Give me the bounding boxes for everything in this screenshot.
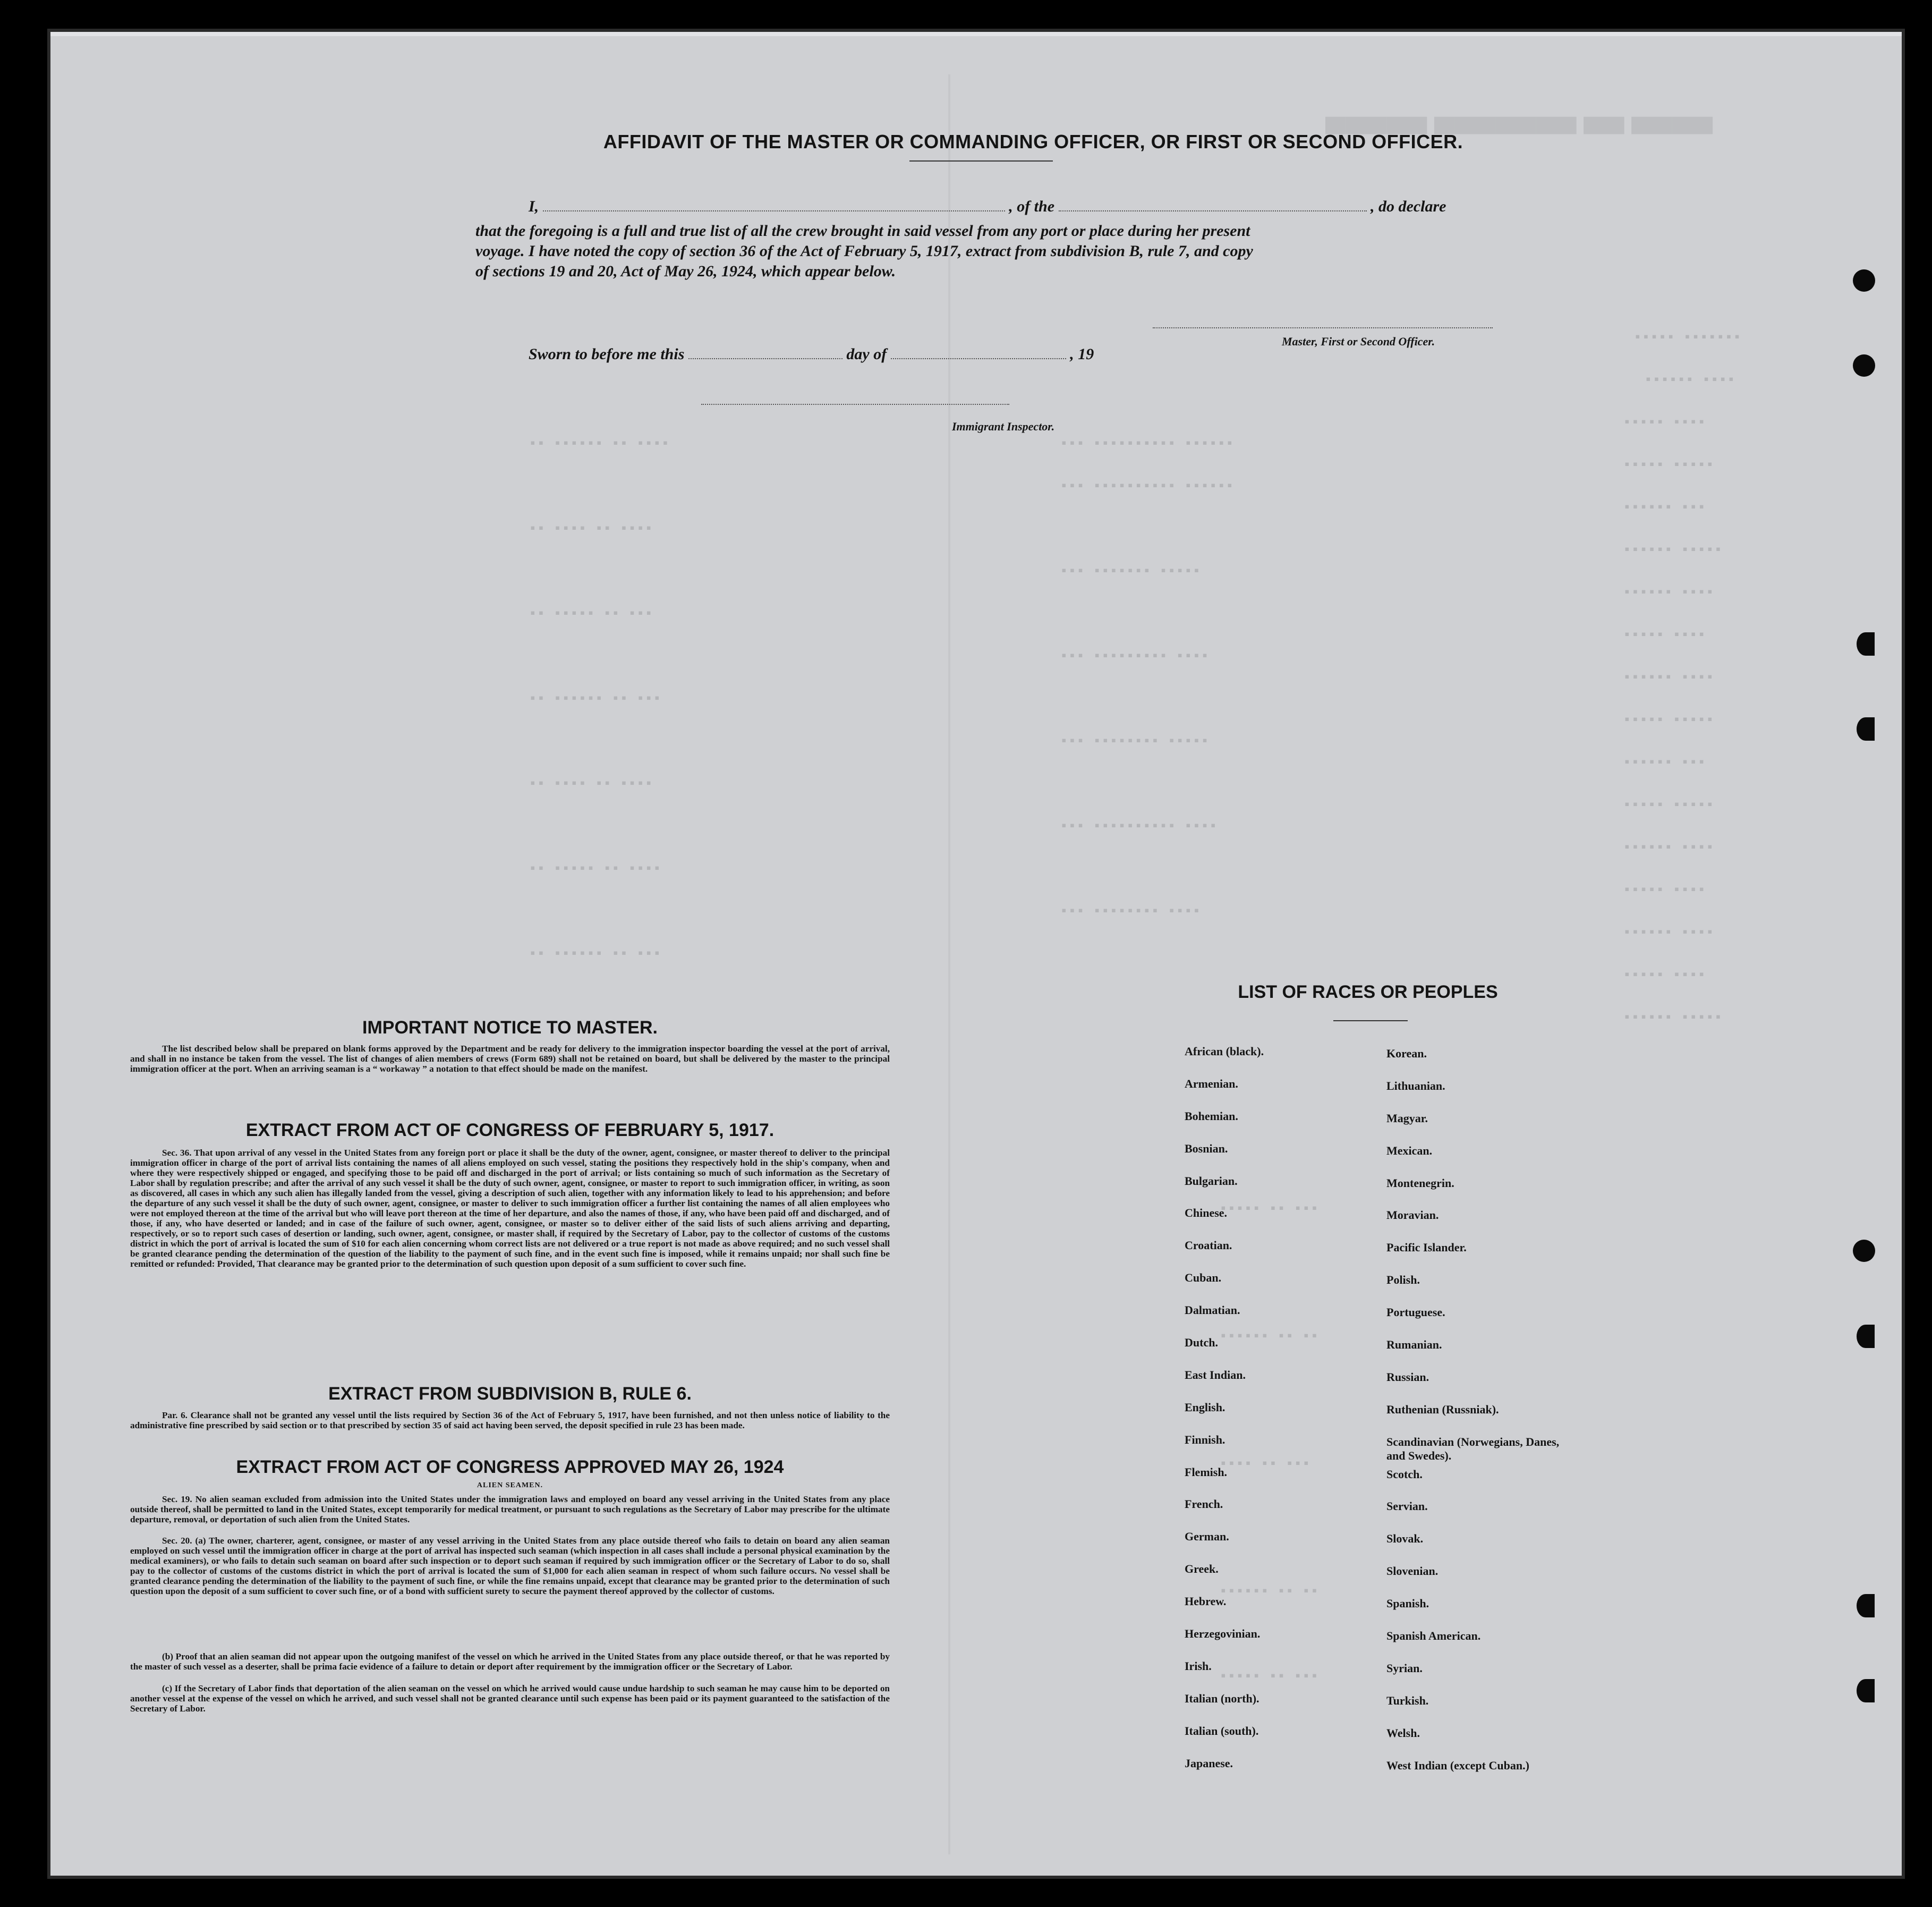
extract-1917-text: Sec. 36. That upon arrival of any vessel in the United States from any foreign port or place it shall be the duty of the owner, agent, consignee, or master thereof to deliver to the principal immigration officer in charge of the port of arrival lists containing the names of all aliens employed on such vessel, stating the positions they respectively hold in the ship's company, when and where they were respectively shipped or engaged, and specifying those to be paid off and discharged in the port of arrival; or lists containing so much of such information as the Secretary of Labor shall by regulation prescribe; and after the arrival of any such vessel it shall be the duty of such owner, agent, consignee, or master to report to such immigration officer, in writing, as soon as discovered, all cases in which any such alien has illegally landed from the vessel, giving a description of such alien, together with any information likely to lead to his apprehension; and before the departure of any such vessel it shall be the duty of such owner, agent, consignee, or master to deliver to such immigration officer a further list containing the names of all alien employees who were not employed thereon at the time of the arrival but who will leave port thereon at the time of her departure, and also the names of those, if any, who have been paid off and discharged, and of those, if any, who have deserted or landed; and in case of the failure of such owner, agent, consignee, or master so to deliver either of the said lists of such aliens arriving and departing, respectively, or so to report such cases of desertion or landing, such owner, agent, consignee, or master shall, if required by the Secretary of Labor, pay to the collector of customs of the customs district in which the port of arrival is located the sum of $10 for each alien concerning whom correct lists are not delivered or a true report is not made as above required; and no such vessel shall be granted clearance pending the determination of the question of the liability to the payment of such fine, and in the event such fine is imposed, while it remains unpaid; nor shall such fine be remitted or refunded: Provided, That clearance may be granted prior to the determination of such question upon deposit of a sum sufficient to cover such fine. [130,1148,890,1269]
race-item: West Indian (except Cuban.) [1386,1758,1529,1772]
page-fold [948,74,950,1854]
affidavit-title: AFFIDAVIT OF THE MASTER OR COMMANDING OFFICER, OR FIRST OR SECOND OFFICER. [603,131,1463,152]
race-item: Finnish. [1185,1433,1225,1446]
race-item: Turkish. [1386,1693,1429,1707]
race-item: African (black). [1185,1045,1264,1058]
binder-hole [1853,354,1875,377]
race-item: Italian (south). [1185,1724,1259,1738]
extract-1917-title: EXTRACT FROM ACT OF CONGRESS OF FEBRUARY 5, 1917. [245,1120,774,1140]
affidavit-line1 [529,198,1586,216]
sworn-day-field[interactable] [688,358,842,359]
binder-hole [1857,717,1875,741]
rule6-text: Par. 6. Clearance shall not be granted any vessel until the lists required by Section 36 of the Act of February 5, 1917, have been furnished, and not then unless notice of liability to the administrative fine prescribed by said section or to that prescribed by section 35 of said act having been served, the deposit specified in rule 23 has been made. [130,1410,890,1430]
binder-hole [1857,1594,1875,1617]
race-item: Flemish. [1185,1465,1228,1479]
race-item: Dutch. [1185,1336,1218,1350]
race-item: Korean. [1386,1047,1427,1060]
inspector-signature-line[interactable] [701,404,1009,405]
race-item: Pacific Islander. [1386,1241,1467,1255]
extract-1924-sec20b: (b) Proof that an alien seaman did not appear upon the outgoing manifest of the vessel on which he arrived in the United States from any place outside thereof, or that he was reported by the master of such vessel as a deserter, shall be prima facie evidence of a failure to detain or deport after requirement by the immigration officer or the Secretary of Labor. [130,1651,890,1672]
race-item: Irish. [1185,1659,1212,1673]
race-item: Scotch. [1386,1467,1423,1481]
binder-hole [1857,1325,1875,1348]
document-page: ▀▀▀▀ ▀▀ ▀▀▀▀▀▀▀ ▀▀▀▀▀ ▪▪▪▪▪ ▪▪▪▪▪▪▪ ▪▪▪▪▪▪ ▪▪▪▪ ▪▪▪▪▪ ▪▪▪▪ ▪▪▪▪▪ ▪▪▪▪▪ ▪▪▪▪▪▪ ▪▪▪ ▪▪▪▪▪▪ ▪▪▪▪▪ ▪▪▪▪▪▪ ▪▪▪▪ ▪▪▪▪▪ ▪▪▪▪ ▪▪▪▪▪▪ ▪▪▪▪ ▪▪▪▪▪ ▪▪▪▪▪ ▪▪▪▪▪▪ ▪▪▪ ▪▪▪▪▪ ▪▪▪▪▪ ▪▪▪▪▪▪ ▪▪▪▪ ▪▪▪▪▪ ▪▪▪▪ ▪▪▪▪▪▪ ▪▪▪▪ ▪▪▪▪▪ ▪▪▪▪ ▪▪▪▪▪▪ ▪▪▪▪▪ ▪▪▪ ▪▪▪▪▪▪▪▪▪▪ ▪▪▪▪▪▪ ▪▪▪ ▪▪▪▪▪▪▪▪▪▪ ▪▪▪▪▪▪ ▪▪▪ ▪▪▪▪▪▪▪ ▪▪▪▪▪ ▪▪▪ ▪▪▪▪▪▪▪▪▪ ▪▪▪▪ ▪▪▪ ▪▪▪▪▪▪▪▪ ▪▪▪▪▪ ▪▪▪ ▪▪▪▪▪▪▪▪▪▪ ▪▪▪▪ ▪▪▪ ▪▪▪▪▪▪▪▪ ▪▪▪▪ ▪▪ ▪▪▪▪▪▪ ▪▪ ▪▪▪▪ ▪▪ ▪▪▪▪ ▪▪ ▪▪▪▪ ▪▪ ▪▪▪▪▪ ▪▪ ▪▪▪ ▪▪ ▪▪▪▪▪▪ ▪▪ ▪▪▪ ▪▪ ▪▪▪▪ ▪▪ ▪▪▪▪ ▪▪ ▪▪▪▪▪ ▪▪ ▪▪▪▪ ▪▪ ▪▪▪▪▪▪ ▪▪ ▪▪▪ ▪▪▪▪▪ ▪▪ ▪▪▪ ▪▪▪▪▪▪ ▪▪ ▪▪ ▪▪▪▪ ▪▪ ▪▪▪ ▪▪▪▪▪▪ ▪▪ ▪▪ ▪▪▪▪▪ ▪▪ ▪▪▪ AFFIDAVIT OF THE MASTER OR COMMANDING OFFICER, OR FIRST OR SECOND OFFICER. I, , of the , do declare that the foregoing is a full and true list of all the crew brought in said vessel from any port or place during her present voyage. I have noted the copy of section 36 of the Act of February 5, 1917, extract from subdivision B, rule 7, and copy of sections 19 and 20, Act of May 26, 1924, which appear below. Master, First or Second Officer. Sworn to before me this day of , 19 Immigrant Inspector. IMPORTANT NOTICE TO MASTER. The list described below shall be prepared on blank forms approved by the Department and be ready for delivery to the immigration inspector boarding the vessel at the port of arrival, and shall in no instance be taken from the vessel. The list of changes of alien members of crews (Form 689) shall not be retained on board, but shall be delivered by the master to the principal immigration officer at the port. When an arriving seaman is a “ workaway ” a notation to that effect should be made on the manifest. EXTRACT FROM ACT OF CONGRESS OF FEBRUARY 5, 1917. Sec. 36. That upon arrival of any vessel in the United States from any foreign port or place it shall be the duty of the owner, agent, consignee, or master thereof to deliver to the principal immigration officer in charge of the port of arrival lists containing the names of all aliens employed on such vessel, stating the positions they respectively hold in the ship's company, when and where they were respectively shipped or engaged, and specifying those to be paid off and discharged in the port of arrival; or lists containing so much of such information as the Secretary of Labor shall by regulation prescribe; and after the arrival of any such vessel it shall be the duty of such owner, agent, consignee, or master to report to such immigration officer, in writing, as soon as discovered, all cases in which any such alien has illegally landed from the vessel, giving a description of such alien, together with any information likely to lead to his apprehension; and before the departure of any such vessel it shall be the duty of such owner, agent, consignee, or master to deliver to such immigration officer a further list containing the names of all alien employees who were not employed thereon at the time of the arrival but who will leave port thereon at the time of her departure, and also the names of those, if any, who have been paid off and discharged, and of those, if any, who have deserted or landed; and in case of the failure of such owner, agent, consignee, or master so to deliver either of the said lists of such aliens arriving and departing, respectively, or so to report such cases of desertion or landing, such owner, agent, consignee, or master shall, if required by the Secretary of Labor, pay to the collector of customs of the customs district in which the port of arrival is located the sum of $10 for each alien concerning whom correct lists are not delivered or a true report is not made as above required; and no such vessel shall be granted clearance pending the determination of the question of the liability to the payment of such fine, and in the event such fine is imposed, while it remains unpaid; nor shall such fine be remitted or refunded: Provided, That clearance may be granted prior to the determination of such question upon deposit of a sum sufficient to cover such fine. EXTRACT FROM SUBDIVISION B, RULE 6. Par. 6. Clearance shall not be granted any vessel until the lists required by Section 36 of the Act of February 5, 1917, have been furnished, and not then unless notice of liability to the administrative fine prescribed by said section or to that prescribed by section 35 of said act having been served, the deposit specified in rule 23 has been made. EXTRACT FROM ACT OF CONGRESS APPROVED MAY 26, 1924 ALIEN SEAMEN. Sec. 19. No alien seaman excluded from admission into the United States under the immigration laws and employed on board any vessel arriving in the United States from any place outside thereof, shall be permitted to land in the United States, except temporarily for medical treatment, or pursuant to such regulations as the Secretary of Labor may prescribe for the ultimate departure, removal, or deportation of such alien from the United States. Sec. 20. (a) The owner, charterer, agent, consignee, or master of any vessel arriving in the United States from any place outside thereof who fails to detain on board any alien seaman employed on such vessel until the immigration officer in charge at the port of arrival has inspected such seaman (which inspection in all cases shall include a personal physical examination by the medical examiners), or who fails to detain such seaman on board after such inspection or to deport such seaman if required by such immigration officer or the Secretary of Labor to do so, shall pay to the collector of customs of the customs district in which the port of arrival is located the sum of $1,000 for each alien seaman in respect of whom such failure occurs. No vessel shall be granted clearance pending the determination of the liability to the payment of such fine, or while the fine remains unpaid, except that clearance may be granted prior to the determination of such question upon the deposit of a sum sufficient to cover such fine, or of a bond with sufficient surety to secure the payment thereof approved by the collector of customs. (b) Proof that an alien seaman did not appear upon the outgoing manifest of the vessel on which he arrived in the United States from any place outside thereof, or that he was reported by the master of such vessel as a deserter, shall be prima facie evidence of a failure to detain or deport after requirement by the immigration officer or the Secretary of Labor. (c) If the Secretary of Labor finds that deportation of the alien seaman on the vessel on which he arrived would cause undue hardship to such seaman he may cause him to be deported on another vessel at the expense of the vessel on which he arrived, and such vessel shall not be granted clearance until such expense has been paid or its payment guaranteed to the satisfaction of the Secretary of Labor. LIST OF RACES OR PEOPLES African (black). Armenian. Bohemian. Bosnian. Bulgarian. Chinese. Croatian. Cuban. Dalmatian. Dutch. East Indian. English. Finnish. Flemish. French. German. Greek. Hebrew. Herzegovinian. Irish. Italian (north). Italian (south). Japanese. Korean. Lithuanian. Magyar. Mexican. Montenegrin. Moravian. Pacific Islander. Polish. Portuguese. Rumanian. Russian. Ruthenian (Russniak). Scandinavian (Norwegians, Danes, and Swedes). Scotch. Servian. Slovak. Slovenian. Spanish. Spanish American. Syrian. Turkish. Welsh. West Indian (except Cuban.) [50,32,1902,1876]
race-item: Ruthenian (Russniak). [1386,1402,1499,1416]
extract-1924-sec20c: (c) If the Secretary of Labor finds that deportation of the alien seaman on the vessel on which he arrived would cause undue hardship to such seaman he may cause him to be deported on another vessel at the expense of the vessel on which he arrived, and such vessel shall not be granted clearance until such expense has been paid or its payment guaranteed to the satisfaction of the Secretary of Labor. [130,1683,890,1714]
master-signature-line[interactable] [1153,327,1493,328]
race-item: English. [1185,1400,1225,1414]
of-the-label: , of the [1009,198,1055,215]
race-item: Moravian. [1386,1208,1439,1222]
extract-1924-subtitle: ALIEN SEAMEN. [476,1481,543,1489]
race-item: Syrian. [1386,1661,1423,1675]
extract-1924-sec20a: Sec. 20. (a) The owner, charterer, agent, consignee, or master of any vessel arriving in the United States from any place outside thereof who fails to detain on board any alien seaman employed on such vessel until the immigration officer in charge at the port of arrival has inspected such seaman (which inspection in all cases shall include a personal physical examination by the medical examiners), or who fails to detain such seaman on board after such inspection or to deport such seaman if required by such immigration officer or the Secretary of Labor to do so, shall pay to the collector of customs of the customs district in which the port of arrival is located the sum of $1,000 for each alien seaman in respect of whom such failure occurs. No vessel shall be granted clearance pending the determination of the liability to the payment of such fine, or while the fine remains unpaid, except that clearance may be granted prior to the determination of such question upon the deposit of a sum sufficient to cover such fine, or of a bond with sufficient surety to secure the payment thereof approved by the collector of customs. [130,1536,890,1596]
race-item: Lithuanian. [1386,1079,1445,1092]
races-title: LIST OF RACES OR PEOPLES [1238,982,1498,1002]
race-item: Hebrew. [1185,1595,1227,1608]
race-item: Greek. [1185,1562,1219,1576]
rule6-title: EXTRACT FROM SUBDIVISION B, RULE 6. [328,1384,692,1404]
race-item: Russian. [1386,1370,1429,1384]
year-label: , 19 [1070,345,1094,363]
binder-hole [1853,1240,1875,1262]
sworn-line [529,345,1094,363]
extract-1924-title: EXTRACT FROM ACT OF CONGRESS APPROVED MAY 26, 1924 [236,1457,784,1477]
notice-text: The list described below shall be prepared on blank forms approved by the Department and be ready for delivery to the immigration inspector boarding the vessel at the port of arrival, and shall in no instance be taken from the vessel. The list of changes of alien members of crews (Form 689) shall not be retained on board, but shall be delivered by the master to the principal immigration officer at the port. When an arriving seaman is a “ workaway ” a notation to that effect should be made on the manifest. [130,1044,890,1074]
race-item: Polish. [1386,1273,1420,1287]
race-item: Dalmatian. [1185,1303,1240,1317]
title-underline [909,160,1053,162]
race-item: Japanese. [1185,1756,1233,1770]
binder-hole [1857,632,1875,656]
race-item: Scandinavian (Norwegians, Danes, and Swedes). [1386,1435,1560,1462]
race-item: Rumanian. [1386,1338,1442,1352]
vessel-field[interactable] [1059,210,1367,211]
affidavit-body-line1: that the foregoing is a full and true list of all the crew brought in said vessel from any port or place during her present [475,222,1250,240]
race-item: East Indian. [1185,1368,1246,1381]
affidavit-body-line2: voyage. I have noted the copy of section 36 of the Act of February 5, 1917, extract from subdivision B, rule 7, and copy [475,242,1253,260]
race-item: Portuguese. [1386,1306,1445,1319]
race-item: Italian (north). [1185,1691,1259,1705]
race-item: Bosnian. [1185,1141,1228,1155]
races-right-column [1386,1047,1562,1791]
extract-1924-sec19: Sec. 19. No alien seaman excluded from admission into the United States under the immigration laws and employed on board any vessel arriving in the United States from any place outside thereof, shall be permitted to land in the United States, except temporarily for medical treatment, or pursuant to such regulations as the Secretary of Labor may prescribe for the ultimate departure, removal, or deportation of such alien from the United States. [130,1494,890,1524]
race-item: Bohemian. [1185,1109,1238,1123]
race-item: Slovenian. [1386,1564,1439,1578]
race-item: French. [1185,1497,1223,1511]
sworn-label: Sworn to before me this [529,345,685,363]
i-label: I, [529,198,539,215]
do-declare-label: , do declare [1371,198,1446,215]
race-item: Bulgarian. [1185,1174,1238,1188]
name-field[interactable] [543,210,1005,211]
race-item: Chinese. [1185,1206,1228,1220]
affidavit-body-line3: of sections 19 and 20, Act of May 26, 1924, which appear below. [475,262,896,280]
races-title-underline [1333,1020,1408,1021]
race-item: Armenian. [1185,1077,1238,1090]
page-edge [50,32,1902,36]
race-item: Servian. [1386,1499,1428,1513]
inspector-label: Immigrant Inspector. [952,420,1055,433]
master-label: Master, First or Second Officer. [1282,335,1435,348]
race-item: Welsh. [1386,1726,1420,1740]
race-item: German. [1185,1530,1229,1544]
binder-hole [1853,269,1875,292]
binder-hole [1857,1679,1875,1702]
race-item: Spanish. [1386,1597,1429,1611]
day-of-label: day of [846,345,887,363]
race-item: Herzegovinian. [1185,1627,1261,1641]
race-item: Cuban. [1185,1271,1222,1285]
notice-title: IMPORTANT NOTICE TO MASTER. [362,1018,658,1038]
race-item: Croatian. [1185,1239,1232,1252]
race-item: Magyar. [1386,1111,1428,1125]
races-left-column [1185,1045,1264,1789]
race-item: Montenegrin. [1386,1176,1454,1190]
race-item: Slovak. [1386,1532,1424,1546]
race-item: Mexican. [1386,1143,1433,1157]
race-item: Spanish American. [1386,1629,1481,1643]
sworn-month-field[interactable] [891,358,1066,359]
